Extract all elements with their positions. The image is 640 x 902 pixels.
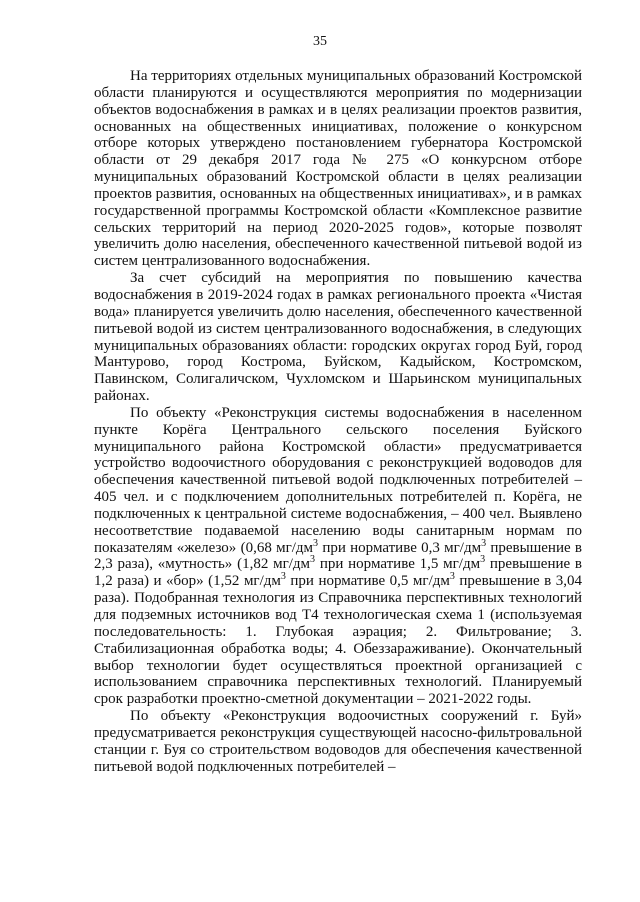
paragraph-3-text-f: при нормативе 0,5 мг/дм [285,573,450,590]
paragraph-3-text-c: превышение в 2,3 раза), «мутность» (1,82 мг/дм [94,539,582,573]
page-number: 35 [313,34,327,49]
superscript-cubic: 3 [310,554,316,566]
superscript-cubic: 3 [481,537,487,549]
superscript-cubic: 3 [449,571,455,583]
paragraph-3-text-g: превышение в 3,04 раза). Подобранная технология из Справочника перспективных технологий для подземных источников вод Т4 технологическая схема 1 (используемая последовательность: 1. Глубокая аэрация; 2. Фильтрование; 3. Стабилизационная обработка воды; 4. Обеззараживание). Окончательный выбор технологии будет осуществляться проектной организацией с использованием справочника перспективных технологий. Планируемый срок разработки проектно-сметной документации – 2021-2022 годы. [94,573,583,708]
paragraph-3-text-b: при нормативе 0,3 мг/дм [318,539,482,556]
paragraph-1: На территориях отдельных муниципальных образований Костромской области планируются и осуществляются мероприятия по модернизации объектов водоснабжения в рамках и в целях реализации проектов развития, основанных на общественных инициативах, положение о конкурсном отборе которых утверждено постановлением губернатора Костромской области от 29 декабря 2017 года № 275 «О конкурсном отборе муниципальных образований Костромской области в целях реализации проектов развития, основанных на общественных инициативах», и в рамках государственной программы Костромской области «Комплексное развитие сельских территорий на период 2020-2025 годов», которые позволят увеличить долю населения, обеспеченного качественной питьевой водой из систем централизованного водоснабжения. [94,68,582,270]
paragraph-3-text-e: превышение в 1,2 раза) и «бор» (1,52 мг/дм [94,556,583,590]
paragraph-3-text-d: при нормативе 1,5 мг/дм [315,556,481,573]
paragraph-2: За счет субсидий на мероприятия по повышению качества водоснабжения в 2019-2024 годах в рамках регионального проекта «Чистая вода» планируется увеличить долю населения, обеспеченного качественной питьевой водой из систем централизованного водоснабжения, в следующих муниципальных образованиях области: городских округах город Буй, город Мантурово, город Кострома, Буйском, Кадыйском, Костромском, Павинском, Солигаличском, Чухломском и Шарьинском муниципальных районах. [94,270,582,405]
paragraph-3-text-a: По объекту «Реконструкция системы водоснабжения в населенном пункте Корёга Центрального сельского поселения Буйского муниципального района Костромской области» предусматривается устройство водоочистного оборудования с реконструкцией водоводов для обеспечения качественной питьевой водой подключенных потребителей – 405 чел. и с подключением дополнительных потребителей п. Корёга, не подключенных к центральной системе водоснабжения, – 400 чел. Выявлено несоответствие подаваемой населению воды санитарным нормам по показателям «железо» (0,68 мг/дм [94,404,582,556]
document-body [94,68,582,775]
paragraph-3 [94,405,582,708]
paragraph-4: По объекту «Реконструкция водоочистных сооружений г. Буй» предусматривается реконструкция существующей насосно-фильтровальной станции г. Буя со строительством водоводов для обеспечения качественной питьевой водой подключенных потребителей – [94,708,582,775]
superscript-cubic: 3 [313,537,319,549]
superscript-cubic: 3 [480,554,486,566]
superscript-cubic: 3 [280,571,286,583]
